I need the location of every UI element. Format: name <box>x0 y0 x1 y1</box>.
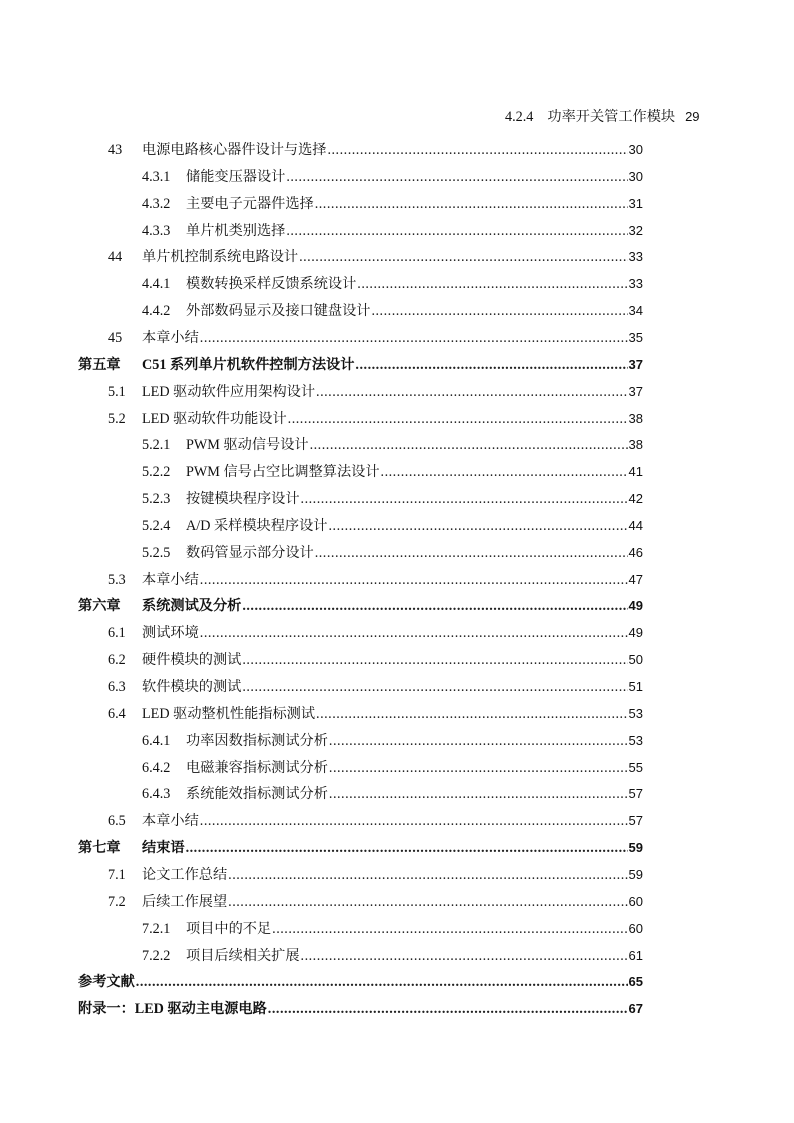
dot-leader <box>329 757 628 779</box>
toc-entry[interactable] <box>0 595 643 617</box>
toc-entry-page: 60 <box>628 893 643 909</box>
dot-leader <box>301 488 628 510</box>
toc-entry-number: 6.3 <box>108 679 126 695</box>
toc-entry-title: 软件模块的测试 <box>142 679 242 695</box>
toc-entry-title: 本章小结 <box>142 571 199 588</box>
toc-entry-page: 61 <box>628 947 643 963</box>
dot-leader <box>200 569 628 591</box>
toc-entry-row <box>142 139 643 161</box>
dot-leader <box>200 622 628 644</box>
toc-entry-title: 附录一：LED 驱动主电源电路 <box>78 1001 267 1018</box>
toc-entry-page: 33 <box>628 276 643 292</box>
toc-entry-page: 59 <box>628 840 643 856</box>
toc-entry-row <box>142 891 643 913</box>
toc-entry-row <box>186 273 643 295</box>
toc-entry-page: 53 <box>628 705 643 721</box>
toc-entry-title: 按键模块程序设计 <box>186 491 300 508</box>
toc-entry-page: 35 <box>628 329 643 345</box>
dot-leader <box>228 864 627 886</box>
toc-entry-row <box>186 542 643 564</box>
toc-entry[interactable] <box>0 569 643 591</box>
toc-entry-number: 5.2.5 <box>142 544 171 561</box>
toc-header-title: 功率开关管工作模块 <box>547 109 676 125</box>
toc-entry-title: C51 系列单片机软件控制方法设计 <box>142 356 355 373</box>
toc-entry-title: 模数转换采样反馈系统设计 <box>186 276 357 293</box>
toc-entry-title: 系统测试及分析 <box>142 598 242 615</box>
dot-leader <box>329 730 628 752</box>
toc-entry-number: 7.2.2 <box>142 947 171 964</box>
toc-entry-row <box>78 971 643 993</box>
toc-entry[interactable] <box>0 193 643 215</box>
toc-entry-row <box>186 783 643 805</box>
toc-entry-number: 4.4.1 <box>142 276 171 293</box>
toc-entry-page: 34 <box>628 303 643 319</box>
dot-leader <box>316 703 628 725</box>
toc-entry-page: 41 <box>628 464 643 480</box>
dot-leader <box>355 354 627 376</box>
toc-entry-title: 论文工作总结 <box>142 866 228 883</box>
toc-entry[interactable] <box>0 918 643 940</box>
toc-entry-page: 47 <box>628 571 643 587</box>
toc-entry-row <box>186 220 643 242</box>
toc-entry[interactable] <box>0 434 643 456</box>
dot-leader <box>268 998 628 1020</box>
toc-entry-page: 30 <box>628 168 643 184</box>
toc-entry-title: 本章小结 <box>142 813 199 830</box>
toc-entry-page: 38 <box>628 437 643 453</box>
toc-entry[interactable] <box>0 676 643 698</box>
toc-entry-number: 6.4.3 <box>142 786 171 803</box>
dot-leader <box>242 676 627 698</box>
dot-leader <box>186 837 628 859</box>
toc-entry-number: 7.2.1 <box>142 920 171 937</box>
toc-entry-row <box>142 810 643 832</box>
toc-entry-number: 6.5 <box>108 813 126 830</box>
toc-entry-number: 6.4.2 <box>142 759 171 776</box>
toc-entry-title: 测试环境 <box>142 625 199 642</box>
toc-entry[interactable] <box>0 891 643 913</box>
toc-entry-row <box>142 381 643 403</box>
toc-header-page: 29 <box>685 109 700 124</box>
dot-leader <box>242 595 627 617</box>
toc-entry-number: 5.2.1 <box>142 437 171 454</box>
toc-entry-row <box>186 515 643 537</box>
toc-entry-row <box>186 488 643 510</box>
toc-entry[interactable] <box>0 810 643 832</box>
toc-entry[interactable] <box>0 971 643 993</box>
toc-entry-number: 4.3.2 <box>142 195 171 212</box>
toc-entry-number: 5.2 <box>108 410 126 427</box>
toc-entry-number: 4.3.1 <box>142 168 171 185</box>
toc-entry-title: 数码管显示部分设计 <box>186 544 314 561</box>
toc-entry-row <box>142 676 643 698</box>
toc-entry-row <box>186 461 643 483</box>
dot-leader <box>301 945 628 967</box>
toc-entry[interactable] <box>0 864 643 886</box>
toc-entry-row <box>78 998 643 1020</box>
toc-entry-title: LED 驱动软件应用架构设计 <box>142 383 316 400</box>
toc-entry-number: 5.2.4 <box>142 517 171 534</box>
toc-entry-page: 57 <box>628 786 643 802</box>
toc-entry-page: 31 <box>628 195 643 211</box>
toc-entry-number: 4.3.3 <box>142 222 171 239</box>
toc-entry-number: 5.2.3 <box>142 491 171 508</box>
dot-leader <box>315 193 628 215</box>
toc-entry-row <box>142 354 643 376</box>
toc-entry-title: 主要电子元器件选择 <box>186 195 314 212</box>
toc-entry[interactable] <box>0 300 643 322</box>
toc-entry-number: 44 <box>108 249 123 266</box>
dot-leader <box>310 434 628 456</box>
toc-entry-number: 第七章 <box>78 840 121 857</box>
toc-entry[interactable] <box>0 515 643 537</box>
toc-entry-title: 储能变压器设计 <box>186 168 286 185</box>
dot-leader <box>242 649 627 671</box>
toc-entry-number: 6.1 <box>108 625 126 642</box>
toc-entry[interactable] <box>0 945 643 967</box>
toc-entry-title: LED 驱动软件功能设计 <box>142 410 287 427</box>
toc-entry-row <box>186 166 643 188</box>
toc-entry[interactable] <box>0 166 643 188</box>
toc-entry[interactable] <box>0 139 643 161</box>
toc-entry-page: 46 <box>628 544 643 560</box>
toc-entry-page: 65 <box>628 974 643 990</box>
toc-entry-page: 30 <box>628 142 643 157</box>
toc-entry-page: 57 <box>628 813 643 829</box>
dot-leader <box>381 461 628 483</box>
toc-entry-page: 53 <box>628 732 643 748</box>
dot-leader <box>136 971 628 993</box>
dot-leader <box>316 381 628 403</box>
toc-entry-row <box>186 193 643 215</box>
dot-leader <box>286 166 627 188</box>
dot-leader <box>200 327 628 349</box>
toc-entry-number: 5.2.2 <box>142 464 171 481</box>
toc-entry[interactable] <box>0 381 643 403</box>
toc-entry-row <box>142 408 643 430</box>
dot-leader <box>299 246 627 268</box>
toc-entry[interactable] <box>0 408 643 430</box>
toc-entry[interactable] <box>0 837 643 859</box>
toc-entry-title: 参考文献 <box>78 974 135 991</box>
toc-entry[interactable] <box>0 783 643 805</box>
toc-entry-title: 电源电路核心器件设计与选择 <box>142 142 327 158</box>
dot-leader <box>286 220 627 242</box>
toc-entry-page: 32 <box>628 222 643 238</box>
toc-entry-number: 第五章 <box>78 356 121 373</box>
dot-leader <box>228 891 627 913</box>
toc-entry-page: 44 <box>628 517 643 533</box>
toc-entry-title: 单片机类别选择 <box>186 222 286 239</box>
dot-leader <box>272 918 627 940</box>
toc-entry-title: 项目后续相关扩展 <box>186 947 300 964</box>
toc-entry[interactable] <box>0 649 643 671</box>
toc-entry-number: 5.3 <box>108 571 126 588</box>
toc-entry-title: 本章小结 <box>142 329 199 346</box>
toc-entry-row <box>186 945 643 967</box>
toc-entry-page: 49 <box>628 598 643 614</box>
toc-entry-row <box>142 703 643 725</box>
toc-entry[interactable] <box>0 273 643 295</box>
toc-entry-row <box>186 757 643 779</box>
toc-entry-page: 60 <box>628 920 643 936</box>
toc-entry-number: 第六章 <box>78 598 121 615</box>
toc-entry-page: 42 <box>628 491 643 507</box>
toc-entry-title: 结束语 <box>142 840 185 857</box>
toc-entry-title: 功率因数指标测试分析 <box>186 732 328 749</box>
toc-entry[interactable] <box>0 998 643 1020</box>
toc-entry-page: 67 <box>628 1001 643 1017</box>
toc-entry[interactable] <box>0 730 643 752</box>
toc-entry-title: PWM 信号占空比调整算法设计 <box>186 464 380 481</box>
dot-leader <box>288 408 628 430</box>
toc-entry-page: 37 <box>628 383 643 399</box>
toc-entry-title: 硬件模块的测试 <box>142 652 242 669</box>
toc-entry-row <box>142 327 643 349</box>
toc-entry-title: 外部数码显示及接口键盘设计 <box>186 303 371 320</box>
toc-entry-page: 33 <box>628 249 643 265</box>
toc-entry-number: 6.2 <box>108 652 126 669</box>
toc-entry-title: A/D 采样模块程序设计 <box>186 517 328 534</box>
toc-entry-row <box>142 246 643 268</box>
toc-entry[interactable] <box>0 220 643 242</box>
toc-entry-number: 7.1 <box>108 866 126 883</box>
toc-entry-title: 后续工作展望 <box>142 893 228 910</box>
toc-entry-row <box>186 918 643 940</box>
toc-header-number: 4.2.4 <box>505 109 534 125</box>
toc-entry-page: 37 <box>628 356 643 372</box>
toc-entry-row <box>186 434 643 456</box>
toc-entry-title: LED 驱动整机性能指标测试 <box>142 705 316 722</box>
toc-entry[interactable] <box>0 622 643 644</box>
toc-entry[interactable] <box>0 246 643 268</box>
toc-entry-page: 55 <box>628 759 643 775</box>
toc-entry-number: 7.2 <box>108 893 126 910</box>
dot-leader <box>327 139 627 161</box>
toc-entry-title: PWM 驱动信号设计 <box>186 437 309 454</box>
toc-entry[interactable] <box>0 354 643 376</box>
toc-entry-row <box>186 730 643 752</box>
toc-entry[interactable] <box>0 703 643 725</box>
toc-entry[interactable] <box>0 461 643 483</box>
toc-header-line[interactable] <box>505 106 700 126</box>
toc-entry-title: 单片机控制系统电路设计 <box>142 249 299 266</box>
toc-entry-number: 43 <box>108 142 123 158</box>
dot-leader <box>329 783 628 805</box>
dot-leader <box>315 542 628 564</box>
toc-entry-page: 50 <box>628 652 643 668</box>
toc-entry-number: 4.4.2 <box>142 303 171 320</box>
dot-leader <box>328 515 627 537</box>
toc-entry[interactable] <box>0 757 643 779</box>
toc-entry-row <box>142 622 643 644</box>
toc-entry-number: 5.1 <box>108 383 126 400</box>
toc-entry[interactable] <box>0 327 643 349</box>
toc-entry-row <box>142 837 643 859</box>
dot-leader <box>371 300 627 322</box>
toc-entry-title: 项目中的不足 <box>186 920 272 937</box>
toc-entry-row <box>142 649 643 671</box>
toc-entry-row <box>142 864 643 886</box>
toc-entry-page: 38 <box>628 410 643 426</box>
toc-entry-number: 45 <box>108 329 123 346</box>
toc-entry-title: 系统能效指标测试分析 <box>186 786 328 803</box>
toc-entry-number: 6.4.1 <box>142 732 171 749</box>
toc-entry-row <box>142 595 643 617</box>
dot-leader <box>200 810 628 832</box>
toc-entry-row <box>142 569 643 591</box>
toc-entry-page: 51 <box>628 679 643 694</box>
toc-entry-page: 49 <box>628 625 643 641</box>
toc-entry-row <box>186 300 643 322</box>
toc-entry[interactable] <box>0 488 643 510</box>
toc-entry-title: 电磁兼容指标测试分析 <box>186 759 328 776</box>
toc-entry-number: 6.4 <box>108 705 126 722</box>
toc-entry-page: 59 <box>628 866 643 882</box>
dot-leader <box>357 273 627 295</box>
toc-entry[interactable] <box>0 542 643 564</box>
